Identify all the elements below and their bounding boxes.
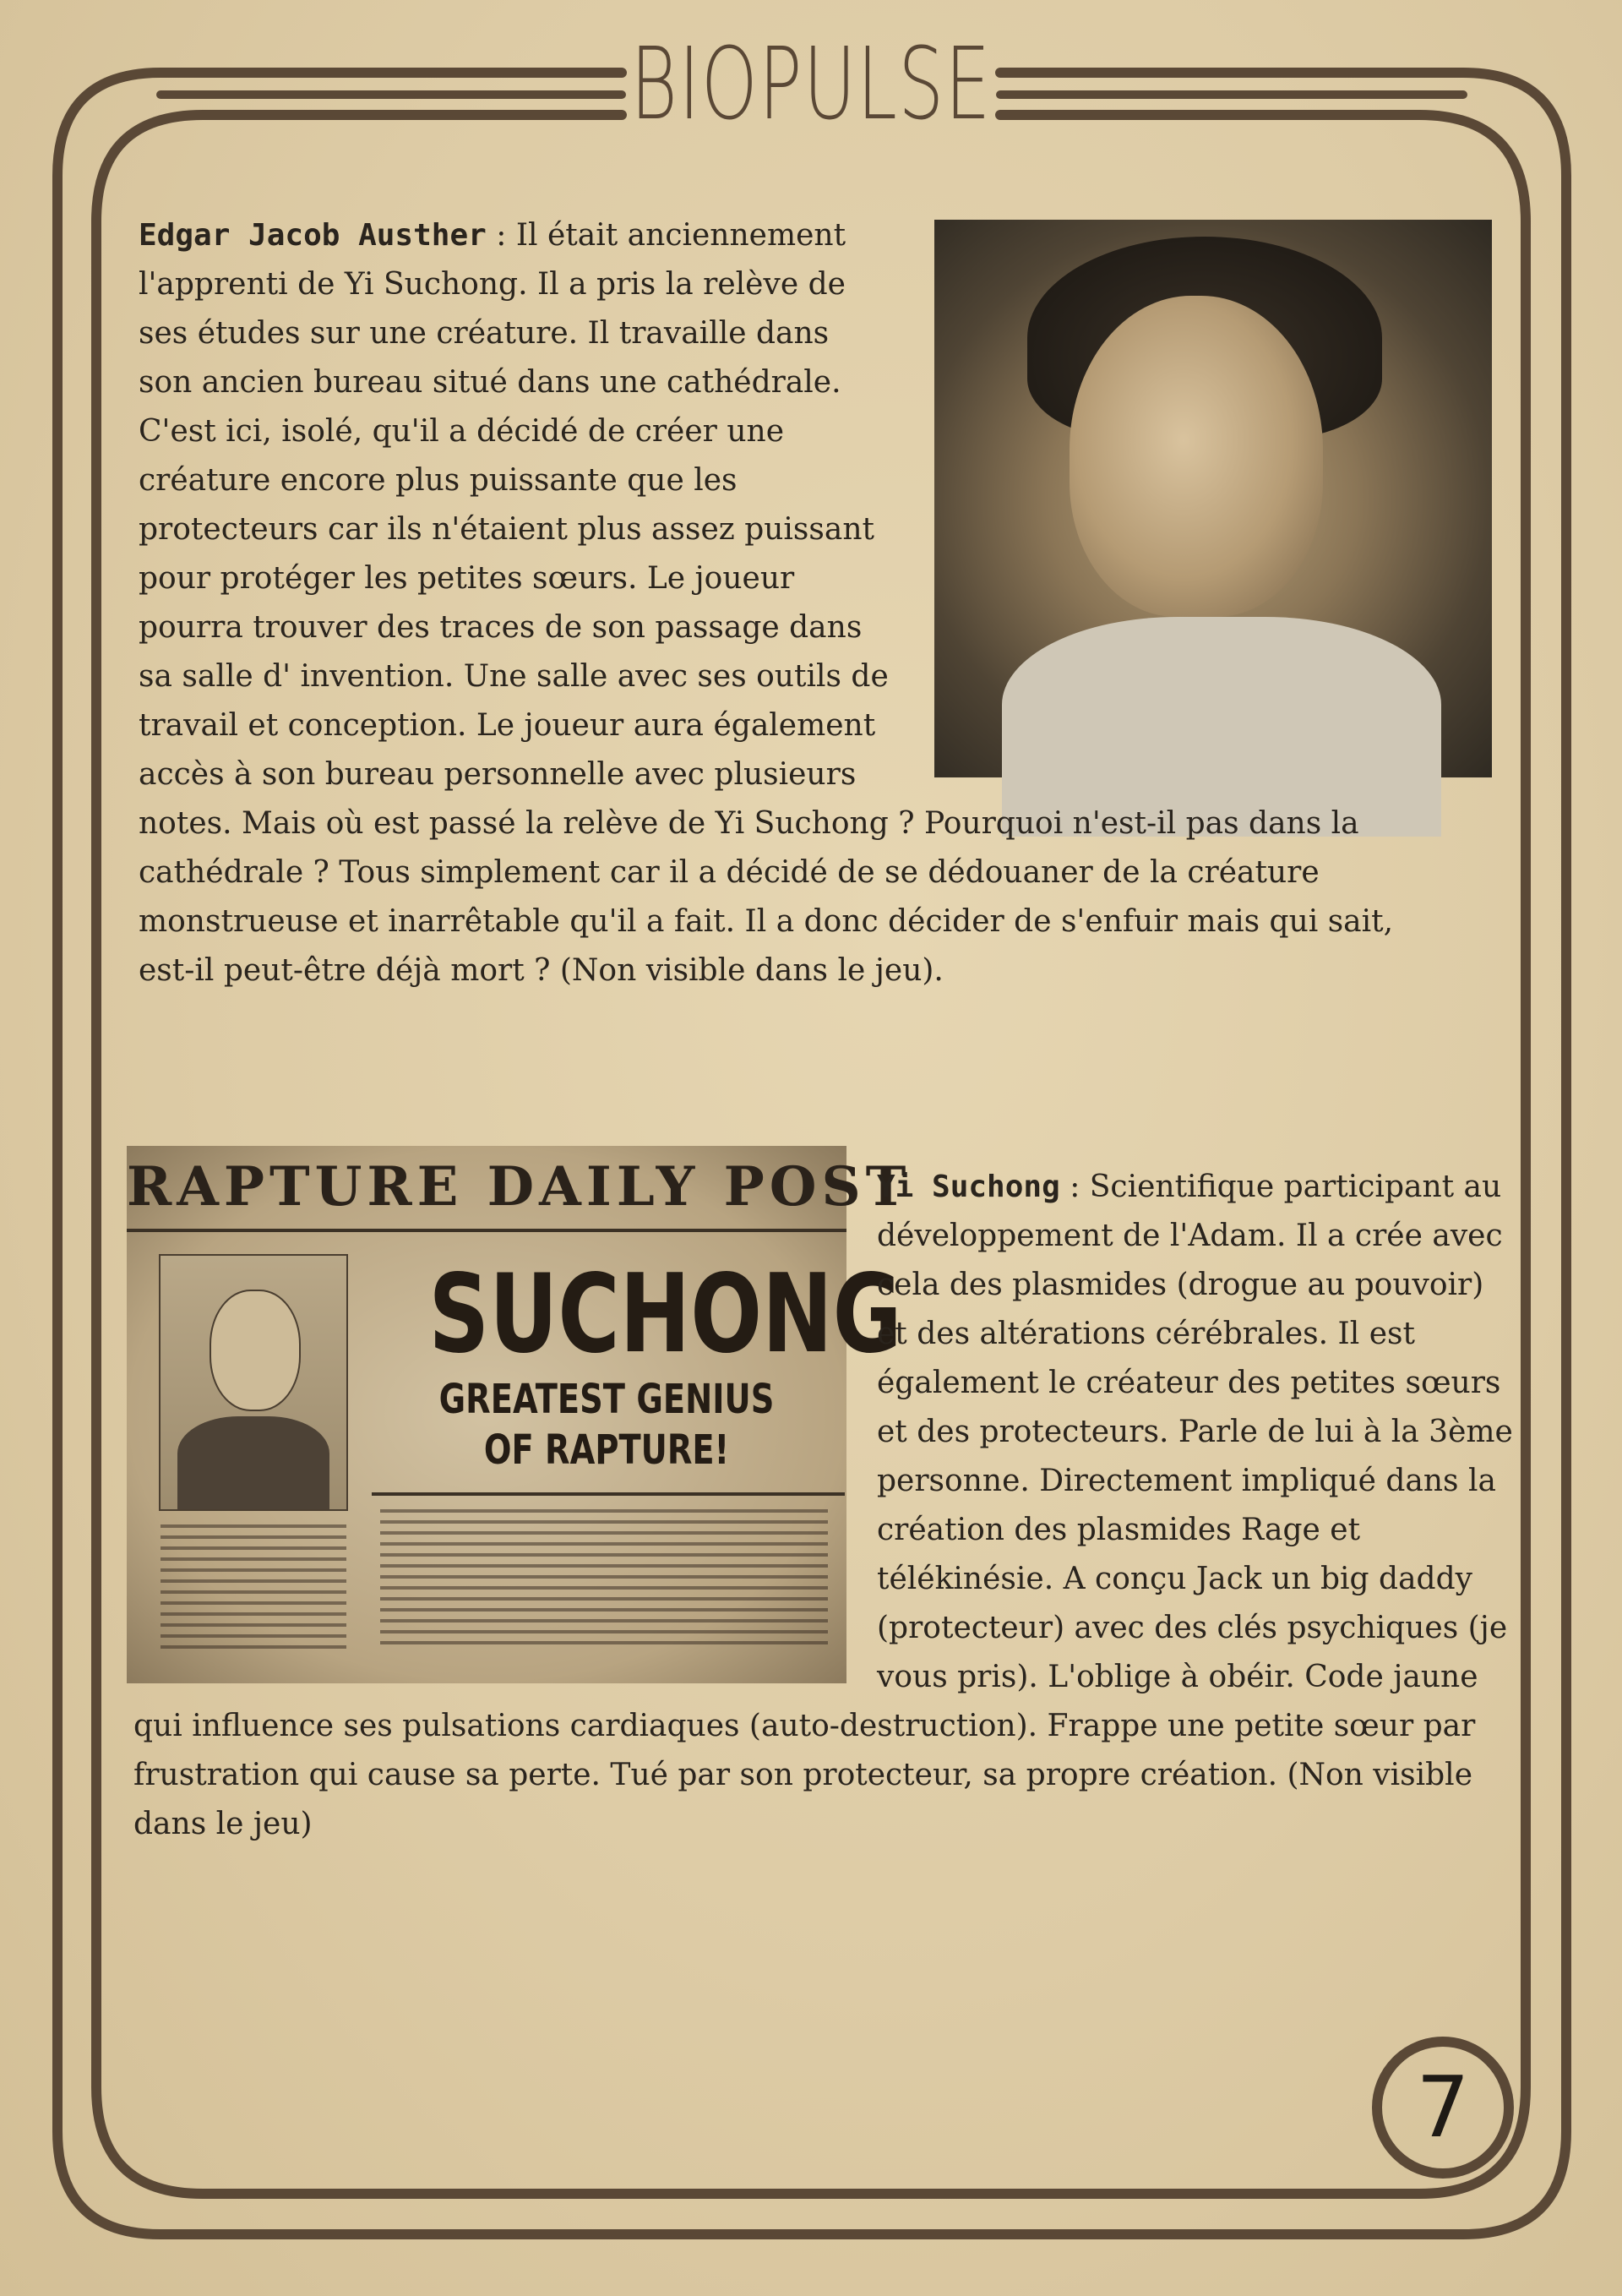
suchong-name: Yi Suchong: [877, 1170, 1060, 1204]
suchong-separator: :: [1059, 1170, 1090, 1204]
newspaper-masthead: RAPTURE DAILY POST: [127, 1155, 912, 1219]
newspaper-headline-main: SUCHONG: [428, 1252, 902, 1377]
austher-name: Edgar Jacob Austher: [139, 218, 487, 253]
suchong-text: Scientifique participant au développement de l'Adam. Il a crée avec cela des plasmides (drogue au pouvoir) et des altérations cérébrales. Il est également le créateur des petites sœurs et des protecteurs. Parle de lui à la 3ème personne. Directement impliqué dans la création des plasmides Rage et télékinésie. A conçu Jack un big daddy (protecteur) avec des clés psychiques (je vous pris). L'oblige à obéir. Code jaune qui influence ses pulsations cardiaques (auto-destruction). Frappe une petite sœur par frustration qui cause sa perte. Tué par son protecteur, sa propre création. (Non visible dans le jeu): [133, 1170, 1513, 1841]
page-number: 7: [1416, 2058, 1470, 2157]
newspaper-headline-sub-1: GREATEST GENIUS: [438, 1376, 775, 1423]
page-title: BIOPULSE: [630, 25, 992, 142]
austher-text: Il était anciennement l'apprenti de Yi Suchong. Il a pris la relève de ses études sur une créature. Il travaille dans son ancien bureau situé dans une cathédrale. C'est ici, isolé, qu'il a décidé de créer une créature encore plus puissante que les protecteurs car ils n'étaient plus assez puissant pour protéger les petites sœurs. Le joueur pourra trouver des traces de son passage dans sa salle d' invention. Une salle avec ses outils de travail et conception. Le joueur aura également accès à son bureau personnelle avec plusieurs notes. Mais où est passé la relève de Yi Suchong ? Pourquoi n'est-il pas dans la cathédrale ? Tous simplement car il a décidé de se dédouaner de la créature monstrueuse et inarrêtable qu'il a fait. Il a donc décider de s'enfuir mais qui sait, est-il peut-être déjà mort ? (Non visible dans le jeu).: [139, 218, 1394, 988]
suchong-section: [133, 1163, 1516, 1849]
austher-separator: :: [486, 218, 516, 253]
newspaper-headline-sub-2: OF RAPTURE!: [483, 1426, 730, 1474]
austher-section: [139, 211, 1456, 995]
